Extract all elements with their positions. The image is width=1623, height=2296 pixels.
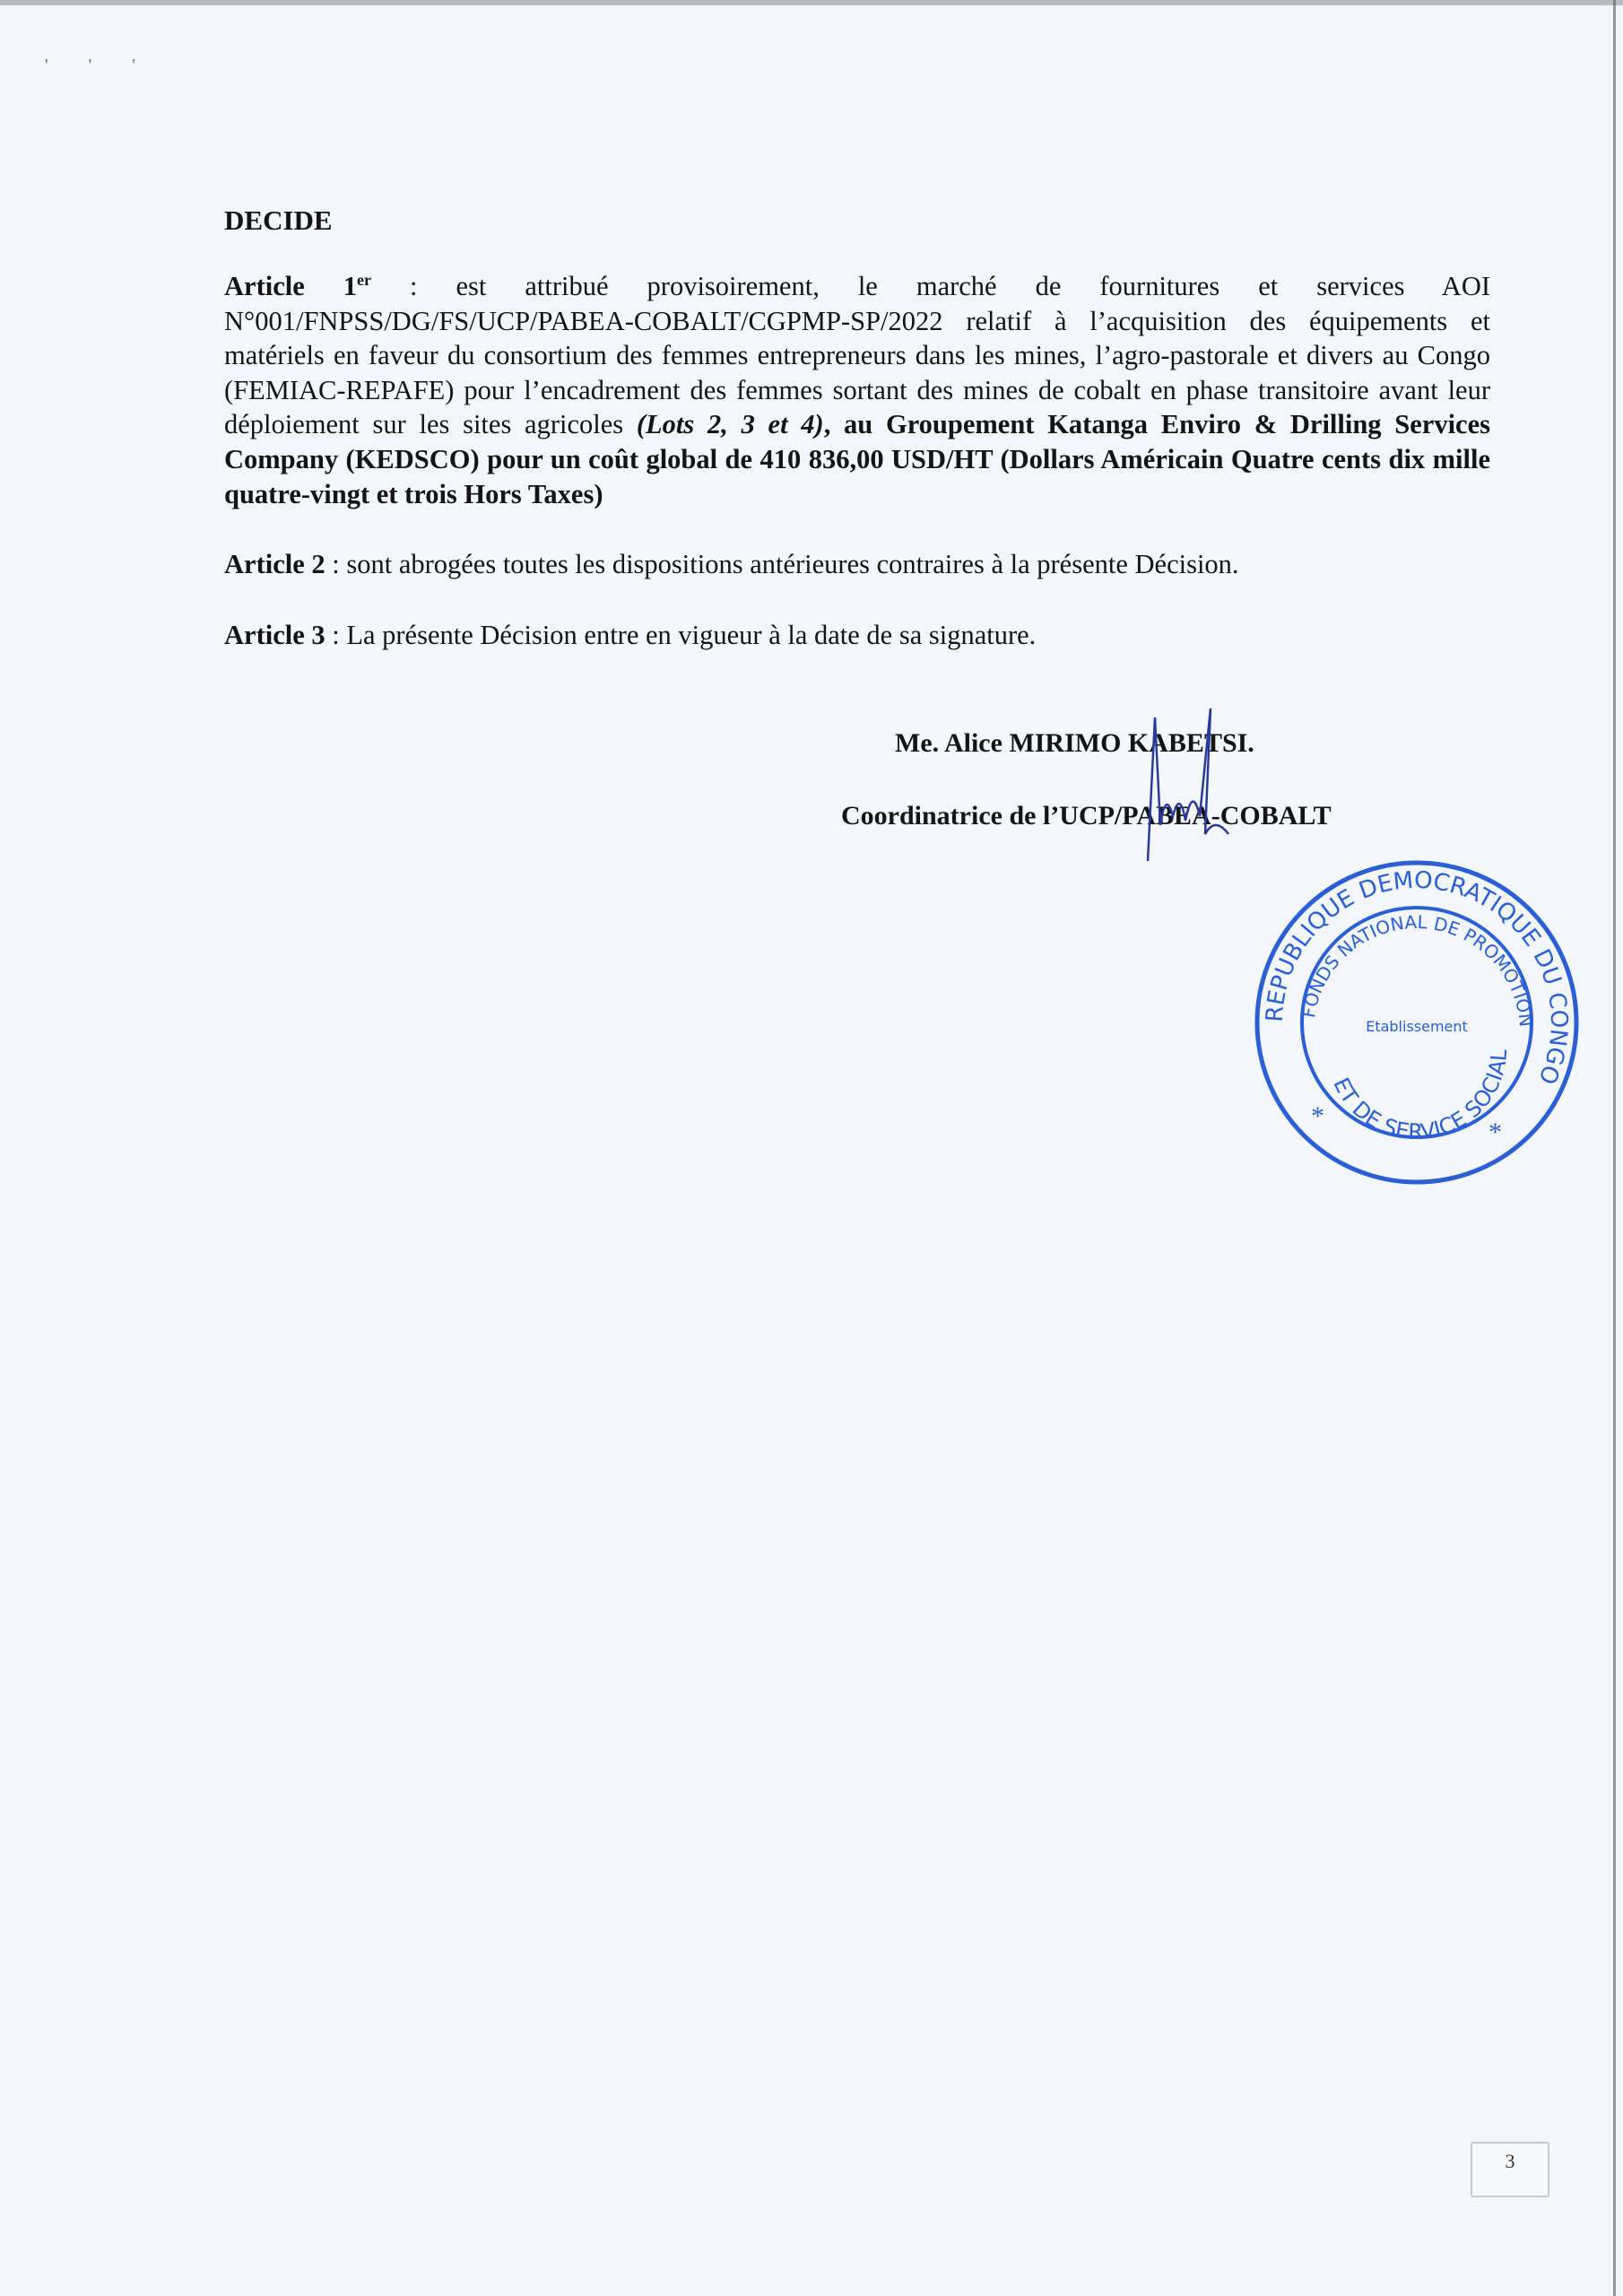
article-1-award: , au Groupement Katanga Enviro & Drilling Services Company (KEDSCO) pour un coût global de 410 836,00 USD/HT (Dollars Américain Quatre cents dix mille quatre-vingt et trois Hors Taxes): [224, 409, 1490, 509]
article-3-label: Article 3: [224, 619, 325, 650]
articles: [224, 269, 1490, 652]
signatory-name: Me. Alice MIRIMO KABETSI.: [895, 728, 1254, 758]
stamp-star-icon: *: [1488, 1118, 1502, 1147]
handwritten-signature: [1130, 700, 1246, 879]
stamp-center-text: Etablissement: [1366, 1018, 1468, 1035]
scan-right-edge: [1613, 0, 1616, 2296]
page-number: 3: [1471, 2142, 1549, 2197]
article-1-label: Article 1: [224, 271, 358, 301]
article-1-sup: er: [357, 270, 371, 289]
article-3: [224, 618, 1490, 653]
article-2-label: Article 2: [224, 549, 325, 580]
article-2-text: : sont abrogées toutes les dispositions antérieures contraires à la présente Décision.: [325, 549, 1239, 580]
article-1-text: : est attribué provisoirement, le marché de fournitures et services AOI N°001/FNPSS/DG/FS/UCP/PABEA-COBALT/CGPMP-SP/2022 relatif à l’acquisition des équipements et matériels en faveur du consortium des femmes entrepreneurs dans les mines, l’agro-pastorale et divers au Congo (FEMIAC-REPAFE) pour l’encadrement des femmes sortant des mines de cobalt en phase transitoire avant leur déploiement sur les sites agricoles: [224, 271, 1491, 440]
stamp-inner-top-text: FONDS NATIONAL DE PROMOTION: [1298, 910, 1538, 1029]
article-1: [224, 269, 1490, 511]
article-1-lots: (Lots 2, 3 et 4): [636, 409, 824, 440]
signatory-role: Coordinatrice de l’UCP/PABEA-COBALT: [841, 801, 1332, 831]
scan-top-edge: [0, 0, 1623, 5]
article-2: [224, 547, 1490, 582]
heading-decide: DECIDE: [224, 204, 333, 236]
stamp-star-icon: *: [1311, 1101, 1324, 1131]
article-3-text: : La présente Décision entre en vigueur à la date de sa signature.: [325, 619, 1037, 650]
stamp-outer-text: REPUBLIQUE DEMOCRATIQUE DU CONGO: [1261, 866, 1573, 1088]
official-stamp: [1246, 852, 1587, 1193]
stamp-inner-bottom-text: ET DE SERVICE SOCIAL: [1328, 1048, 1513, 1145]
scan-specks: ' ' ': [45, 56, 153, 75]
